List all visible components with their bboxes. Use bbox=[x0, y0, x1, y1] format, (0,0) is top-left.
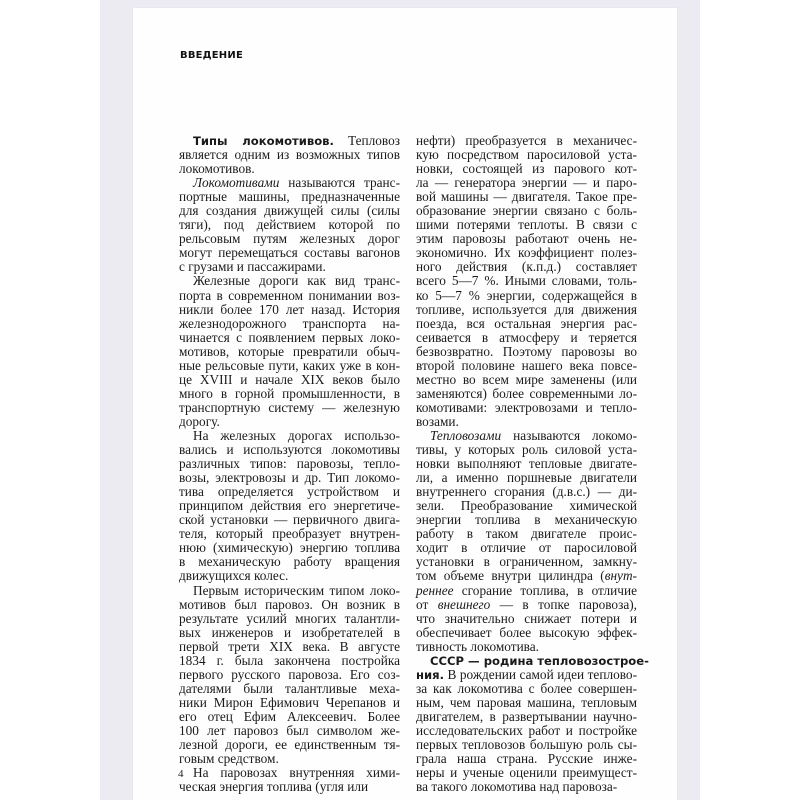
text-line bbox=[416, 752, 637, 766]
text-line bbox=[416, 626, 637, 640]
line-text: первого русского паровоза. Его соз- bbox=[179, 666, 400, 682]
text-line bbox=[416, 668, 637, 682]
text-line bbox=[179, 710, 400, 724]
line-text: внутреннего сгорания (д.в.с.) — ди- bbox=[416, 484, 637, 500]
line-text: много в горной промышленности, в bbox=[179, 385, 400, 401]
text-line bbox=[416, 303, 637, 317]
text-line bbox=[416, 780, 637, 794]
section-paragraph bbox=[179, 134, 400, 176]
text-line bbox=[179, 696, 400, 710]
text-line bbox=[416, 598, 637, 612]
line-text: обеспечивает более высокую эффек- bbox=[416, 624, 637, 640]
text-line bbox=[416, 471, 637, 485]
line-text: различных типов: паровозы, тепло- bbox=[179, 456, 400, 472]
line-text: локомотивов. bbox=[179, 161, 255, 177]
line-text: неры и ученые оценили преимущест- bbox=[416, 765, 637, 781]
text-line bbox=[416, 317, 637, 331]
text-line bbox=[416, 345, 637, 359]
run-in-heading: СССР — родина тепловозострое- bbox=[430, 653, 649, 668]
line-text: называются локомо- bbox=[501, 427, 637, 443]
text-line bbox=[416, 359, 637, 373]
text-line bbox=[179, 555, 400, 569]
text-line bbox=[416, 710, 637, 724]
text-line bbox=[179, 429, 400, 443]
line-text: ные рельсовые пути, каких уже в кон- bbox=[179, 357, 400, 373]
text-line bbox=[179, 176, 400, 190]
italic-term: Локомотивами bbox=[193, 175, 280, 191]
text-line bbox=[179, 274, 400, 288]
line-text: установки в ограниченном, замкну- bbox=[416, 554, 637, 570]
line-text: называются транс- bbox=[279, 175, 400, 191]
line-text: топливе, используется для движения bbox=[416, 301, 637, 317]
text-line bbox=[416, 682, 637, 696]
line-text: ным, чем паровая машина, тепловым bbox=[416, 694, 637, 710]
line-text: первых тепловозов большую роль сы- bbox=[416, 737, 637, 753]
line-text: движущихся колес. bbox=[179, 568, 289, 584]
line-text: чинается с появлением первых локо- bbox=[179, 329, 400, 345]
text-line bbox=[416, 134, 637, 148]
line-text: транспортную систему — железную bbox=[179, 399, 400, 415]
text-line bbox=[416, 429, 637, 443]
text-line bbox=[179, 780, 400, 794]
text-line bbox=[179, 626, 400, 640]
line-text: энергии топлива в механическую bbox=[416, 512, 637, 528]
text-line bbox=[179, 190, 400, 204]
text-line bbox=[416, 612, 637, 626]
line-text: В рождении самой идеи теплово- bbox=[443, 666, 637, 682]
line-text: На железных дорогах использо- bbox=[193, 427, 400, 443]
line-text: дателями были талантливые меха- bbox=[179, 680, 400, 696]
text-line bbox=[179, 654, 400, 668]
line-text: рельсовым путям железных дорог bbox=[179, 231, 400, 247]
text-line bbox=[416, 584, 637, 598]
text-line bbox=[416, 190, 637, 204]
line-text: сгорание топлива, в отличие bbox=[453, 582, 637, 598]
line-text: Железные дороги как вид транс- bbox=[193, 273, 400, 289]
line-text: что значительно снижает потери и bbox=[416, 610, 637, 626]
text-line bbox=[416, 640, 637, 654]
text-line bbox=[179, 598, 400, 612]
text-line bbox=[179, 640, 400, 654]
line-text: зели. Преобразование химической bbox=[416, 498, 637, 514]
text-line bbox=[416, 443, 637, 457]
paragraph bbox=[179, 584, 400, 767]
text-line bbox=[179, 485, 400, 499]
line-text: теля, который преобразует внутрен- bbox=[179, 526, 400, 542]
text-line bbox=[416, 415, 637, 429]
text-line bbox=[416, 274, 637, 288]
line-text: ко 5—7 % энергии, содержащейся в bbox=[416, 287, 637, 303]
text-line bbox=[416, 555, 637, 569]
text-line bbox=[416, 162, 637, 176]
line-text: для создания движущей силы (силы bbox=[179, 203, 400, 219]
line-text: 1834 г. была закончена постройка bbox=[179, 652, 400, 668]
line-text: порта в современном понимании воз- bbox=[179, 287, 400, 303]
text-line bbox=[416, 373, 637, 387]
text-line bbox=[179, 387, 400, 401]
line-text: исследовательских работ и постройке bbox=[416, 722, 637, 738]
line-text: могут перемещаться составы вагонов bbox=[179, 245, 400, 261]
line-text: образование энергии связано с боль- bbox=[416, 203, 637, 219]
text-line bbox=[179, 162, 400, 176]
running-head: ВВЕДЕНИЕ bbox=[180, 50, 243, 61]
line-text: первой трети XIX века. В августе bbox=[179, 638, 400, 654]
line-text: ческая энергия топлива (угля или bbox=[179, 779, 369, 795]
text-line bbox=[179, 527, 400, 541]
text-line bbox=[416, 541, 637, 555]
text-line bbox=[179, 738, 400, 752]
text-line bbox=[416, 232, 637, 246]
line-text: портные машины, предназначенные bbox=[179, 189, 400, 205]
text-line bbox=[179, 724, 400, 738]
line-text: комотивами: электровозами и тепло- bbox=[416, 399, 637, 415]
line-text: мотивов был паровоз. Он возник в bbox=[179, 596, 400, 612]
line-text: Первым историческим типом локо- bbox=[193, 582, 400, 598]
text-line bbox=[179, 471, 400, 485]
italic-term: внут- bbox=[604, 568, 637, 584]
text-line bbox=[416, 696, 637, 710]
left-column bbox=[179, 134, 400, 794]
line-text: поезда, вся остальная энергия рас- bbox=[416, 315, 637, 331]
paragraph bbox=[416, 134, 637, 429]
right-column bbox=[416, 133, 649, 795]
line-text: Тепловоз bbox=[333, 133, 400, 148]
line-text: вой машины — двигателя. Такое пре- bbox=[416, 189, 637, 205]
text-line bbox=[416, 569, 637, 583]
text-line bbox=[416, 148, 637, 162]
line-text: результате усилий многих талантли- bbox=[179, 610, 400, 626]
line-text: грала наша страна. Русские инже- bbox=[416, 751, 637, 767]
text-line bbox=[416, 724, 637, 738]
line-text: ного действия (к.п.д.) составляет bbox=[416, 259, 637, 275]
text-line bbox=[416, 260, 637, 274]
line-text: — в топке паровоза), bbox=[490, 596, 637, 612]
text-line bbox=[416, 513, 637, 527]
text-line bbox=[416, 766, 637, 780]
line-text: в механическую работу вращения bbox=[179, 554, 400, 570]
text-line bbox=[179, 148, 400, 162]
line-text: экономично. Их коэффициент полез- bbox=[416, 245, 637, 261]
line-text: за как локомотива с более совершен- bbox=[416, 680, 637, 696]
line-text: местно во всем мире заменены (или bbox=[416, 371, 637, 387]
text-line bbox=[179, 232, 400, 246]
line-text: двигателем, в развертывании научно- bbox=[416, 708, 637, 724]
line-text: новки, состоящей из парового кот- bbox=[416, 161, 637, 177]
text-line bbox=[179, 443, 400, 457]
text-line bbox=[416, 527, 637, 541]
line-text: его отец Ефим Алексеевич. Более bbox=[179, 708, 400, 724]
run-in-heading: Типы локомотивов. bbox=[193, 134, 334, 148]
text-line bbox=[179, 513, 400, 527]
page-number: 4 bbox=[178, 768, 184, 780]
line-text: кую посредством паросиловой уста- bbox=[416, 147, 637, 163]
line-text: заменяются) более современными ло- bbox=[416, 385, 637, 401]
text-line bbox=[416, 738, 637, 752]
line-text: ла — генератора энергии — и паро- bbox=[416, 175, 637, 191]
text-line bbox=[179, 752, 400, 766]
line-text: це XVIII и начале XIX веков было bbox=[179, 371, 400, 387]
text-line bbox=[416, 176, 637, 190]
text-line bbox=[179, 218, 400, 232]
text-line bbox=[416, 246, 637, 260]
paragraph bbox=[179, 766, 400, 794]
line-text: тива определяется устройством и bbox=[179, 484, 400, 500]
line-text: дорогу. bbox=[179, 413, 220, 429]
text-line bbox=[416, 204, 637, 218]
line-text: является одним из возможных типов bbox=[179, 147, 400, 163]
line-text: второй половине нашего века повсе- bbox=[416, 357, 637, 373]
text-line bbox=[179, 682, 400, 696]
line-text: безвозвратно. Поэтому паровозы во bbox=[416, 343, 637, 359]
line-text: ва такого локомотива над паровоза- bbox=[416, 779, 618, 795]
line-text: возами. bbox=[416, 413, 459, 429]
text-line bbox=[416, 289, 637, 303]
line-text: ли, а именно поршневые двигатели bbox=[416, 470, 637, 486]
text-line bbox=[179, 766, 400, 780]
line-text: вались и используются локомотивы bbox=[179, 442, 400, 458]
text-line bbox=[179, 612, 400, 626]
text-line bbox=[179, 204, 400, 218]
paragraph bbox=[179, 429, 400, 584]
line-text: вых инженеров и изобретателей в bbox=[179, 624, 400, 640]
line-text: говым средством. bbox=[179, 751, 279, 767]
line-text: нефти) преобразуется в механичес- bbox=[416, 133, 637, 148]
line-text: лезной дороги, ее единственным тя- bbox=[179, 737, 400, 753]
line-text: работу в таком двигателе проис- bbox=[416, 526, 637, 542]
line-text: железнодорожного транспорта на- bbox=[179, 315, 400, 331]
text-line bbox=[416, 653, 649, 668]
text-line bbox=[416, 485, 637, 499]
text-line bbox=[179, 345, 400, 359]
line-text: возы, электровозы и др. Тип локомо- bbox=[179, 470, 400, 486]
line-text: мотивов, которые превратили обыч- bbox=[179, 343, 400, 359]
text-line bbox=[179, 373, 400, 387]
text-line bbox=[179, 584, 400, 598]
line-text: ходит в отличие от паросиловой bbox=[416, 540, 637, 556]
section-paragraph bbox=[416, 653, 649, 795]
line-text: ской установки — первичного двига- bbox=[179, 512, 400, 528]
text-line bbox=[416, 499, 637, 513]
text-line bbox=[179, 359, 400, 373]
line-text: тяги), под действием которой по bbox=[179, 217, 400, 233]
text-line bbox=[179, 541, 400, 555]
paragraph bbox=[179, 176, 400, 274]
line-text: 100 лет паровоз был символом же- bbox=[179, 722, 400, 738]
text-line bbox=[179, 134, 400, 148]
text-line bbox=[179, 668, 400, 682]
line-text: с грузами и пассажирами. bbox=[179, 259, 326, 275]
line-text: На паровозах внутренняя хими- bbox=[193, 765, 400, 781]
text-line bbox=[179, 499, 400, 513]
text-line bbox=[179, 457, 400, 471]
line-text: шими потерями теплоты. В связи с bbox=[416, 217, 637, 233]
italic-term: Тепловозами bbox=[430, 427, 502, 443]
run-in-heading: ния. bbox=[416, 667, 444, 682]
line-text: тивы, у которых роль силовой уста- bbox=[416, 442, 637, 458]
text-line bbox=[179, 317, 400, 331]
text-line bbox=[416, 218, 637, 232]
text-line bbox=[179, 246, 400, 260]
line-text: тивность локомотива. bbox=[416, 638, 540, 654]
text-line bbox=[179, 401, 400, 415]
line-text: том объеме внутри цилиндра ( bbox=[416, 568, 605, 584]
paragraph bbox=[179, 274, 400, 429]
line-text: нюю (химическую) энергию топлива bbox=[179, 540, 400, 556]
italic-term: реннее bbox=[416, 582, 454, 598]
line-text: от bbox=[416, 596, 438, 612]
text-line bbox=[179, 289, 400, 303]
text-line bbox=[179, 415, 400, 429]
text-line bbox=[179, 569, 400, 583]
italic-term: внешнего bbox=[437, 596, 491, 612]
line-text: ники Мирон Ефимович Черепанов и bbox=[179, 694, 400, 710]
line-text: этим паровозы работают очень не- bbox=[416, 231, 637, 247]
line-text: сеивается в атмосферу и теряется bbox=[416, 329, 637, 345]
text-line bbox=[416, 457, 637, 471]
line-text: никли более 170 лет назад. История bbox=[179, 301, 400, 317]
text-line bbox=[179, 303, 400, 317]
text-line bbox=[179, 260, 400, 274]
paragraph bbox=[416, 429, 637, 654]
text-line bbox=[416, 401, 637, 415]
line-text: новки выполняют тепловые двигате- bbox=[416, 456, 637, 472]
text-line bbox=[416, 387, 637, 401]
line-text: всего 5—7 %. Иными словами, толь- bbox=[416, 273, 637, 289]
text-line bbox=[179, 331, 400, 345]
line-text: принципом действия его энергетиче- bbox=[179, 498, 400, 514]
text-line bbox=[416, 331, 637, 345]
